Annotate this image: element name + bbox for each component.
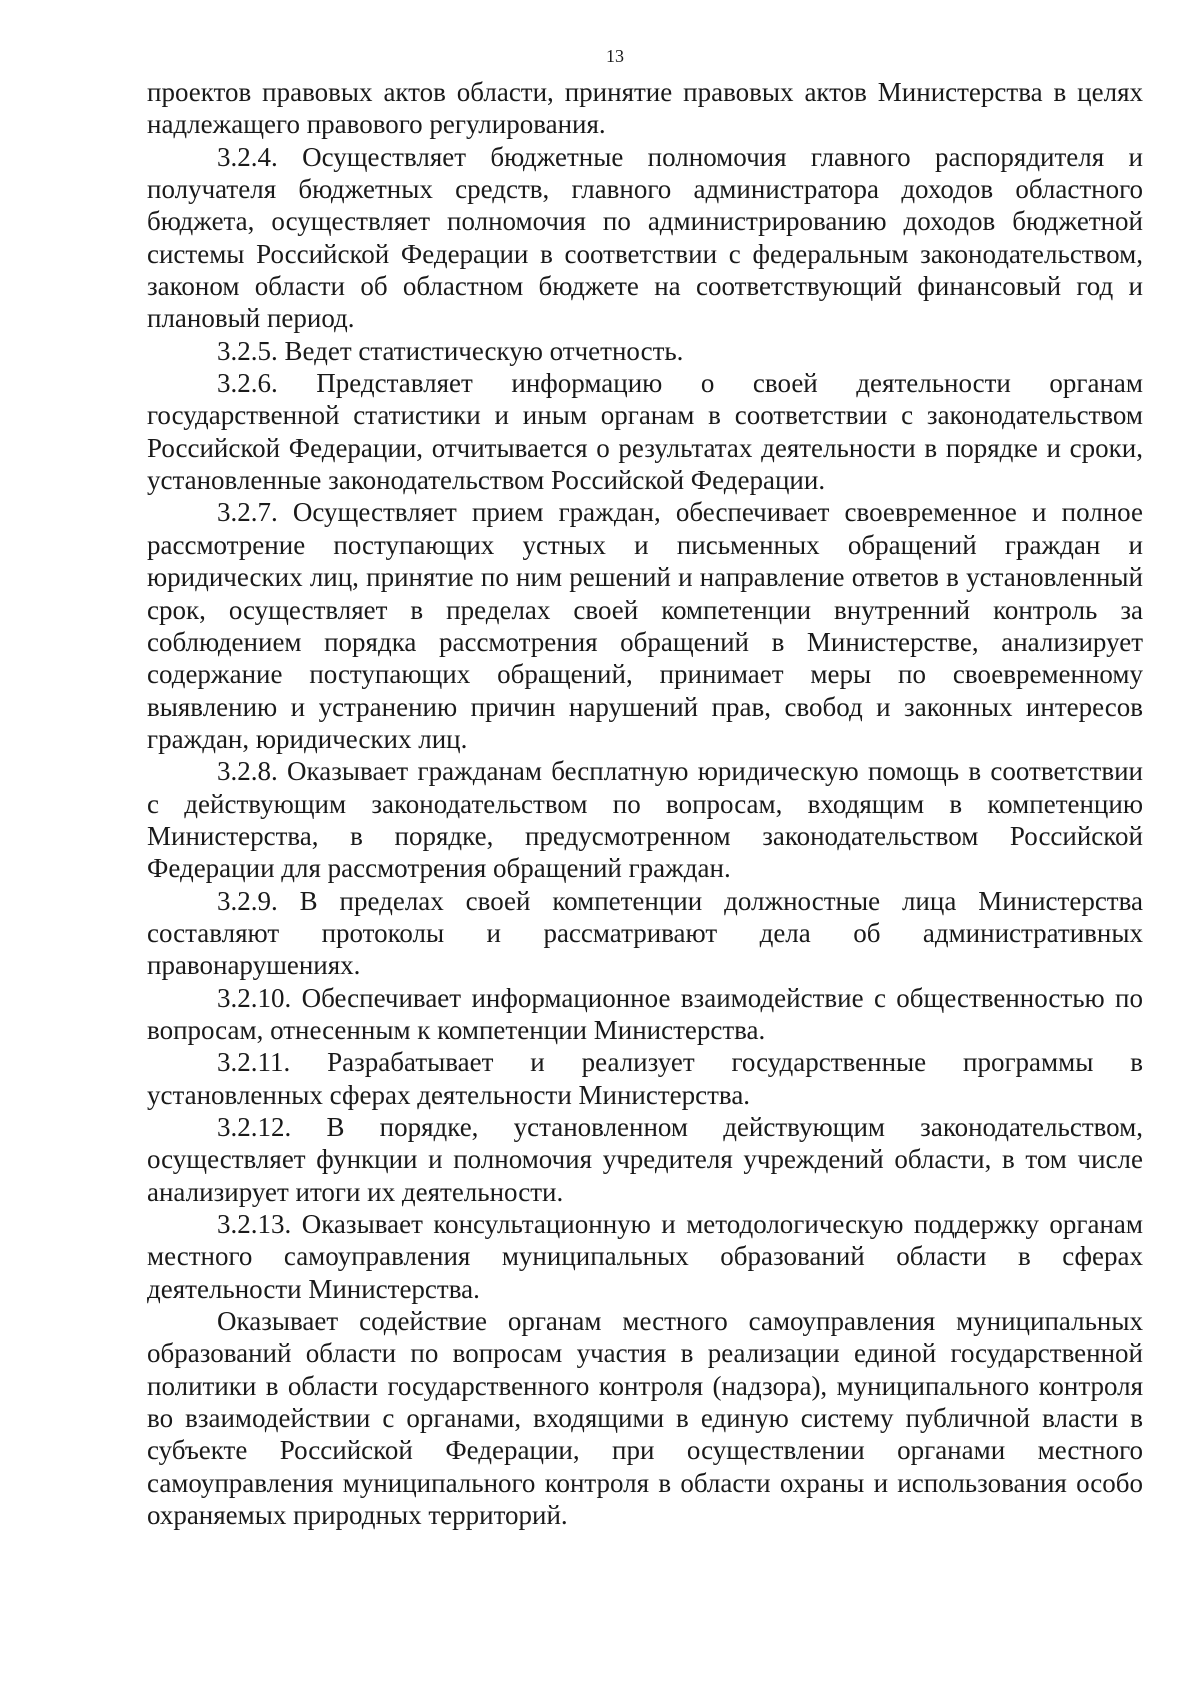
paragraph-3-2-11: 3.2.11. Разрабатывает и реализует государственные программы в установленных сферах деятельности Министерства. bbox=[147, 1047, 1143, 1110]
paragraph-3-2-9: 3.2.9. В пределах своей компетенции должностные лица Министерства составляют протоколы и рассматривают дела об административных правонарушениях. bbox=[147, 885, 1143, 981]
document-body bbox=[147, 76, 1143, 1531]
page-number: 13 bbox=[606, 46, 624, 66]
paragraph-assistance: Оказывает содействие органам местного самоуправления муниципальных образований области по вопросам участия в реализации единой государственной политики в области государственного контроля (надзора), муниципального контроля во взаимодействии с органами, входящими в единую систему публичной власти в субъекте Российской Федерации, при осуществлении органами местного самоуправления муниципального контроля в области охраны и использования особо охраняемых природных территорий. bbox=[147, 1306, 1143, 1531]
paragraph-3-2-10: 3.2.10. Обеспечивает информационное взаимодействие с общественностью по вопросам, отнесенным к компетенции Министерства. bbox=[147, 982, 1143, 1045]
paragraph-3-2-6: 3.2.6. Представляет информацию о своей деятельности органам государственной статистики и иным органам в соответствии с законодательством Российской Федерации, отчитывается о результатах деятельности в порядке и сроки, установленные законодательством Российской Федерации. bbox=[147, 368, 1143, 496]
paragraph-continuation: проектов правовых актов области, принятие правовых актов Министерства в целях надлежащего правового регулирования. bbox=[147, 77, 1143, 140]
paragraph-3-2-4: 3.2.4. Осуществляет бюджетные полномочия главного распорядителя и получателя бюджетных средств, главного администратора доходов областного бюджета, осуществляет полномочия по администрированию доходов бюджетной системы Российской Федерации в соответствии с федеральным законодательством, законом области об областном бюджете на соответствующий финансовый год и плановый период. bbox=[147, 141, 1143, 334]
paragraph-3-2-8: 3.2.8. Оказывает гражданам бесплатную юридическую помощь в соответствии с действующим законодательством по вопросам, входящим в компетенцию Министерства, в порядке, предусмотренном законодательством Российской Федерации для рассмотрения обращений граждан. bbox=[147, 756, 1143, 884]
paragraph-3-2-7: 3.2.7. Осуществляет прием граждан, обеспечивает своевременное и полное рассмотрение поступающих устных и письменных обращений граждан и юридических лиц, принятие по ним решений и направление ответов в установленный срок, осуществляет в пределах своей компетенции внутренний контроль за соблюдением порядка рассмотрения обращений в Министерстве, анализирует содержание поступающих обращений, принимает меры по своевременному выявлению и устранению причин нарушений прав, свобод и законных интересов граждан, юридических лиц. bbox=[147, 497, 1143, 754]
paragraph-3-2-12: 3.2.12. В порядке, установленном действующим законодательством, осуществляет функции и полномочия учредителя учреждений области, в том числе анализирует итоги их деятельности. bbox=[147, 1112, 1143, 1207]
paragraph-3-2-13: 3.2.13. Оказывает консультационную и методологическую поддержку органам местного самоуправления муниципальных образований области в сферах деятельности Министерства. bbox=[147, 1209, 1143, 1304]
paragraph-3-2-5: 3.2.5. Ведет статистическую отчетность. bbox=[217, 335, 684, 366]
